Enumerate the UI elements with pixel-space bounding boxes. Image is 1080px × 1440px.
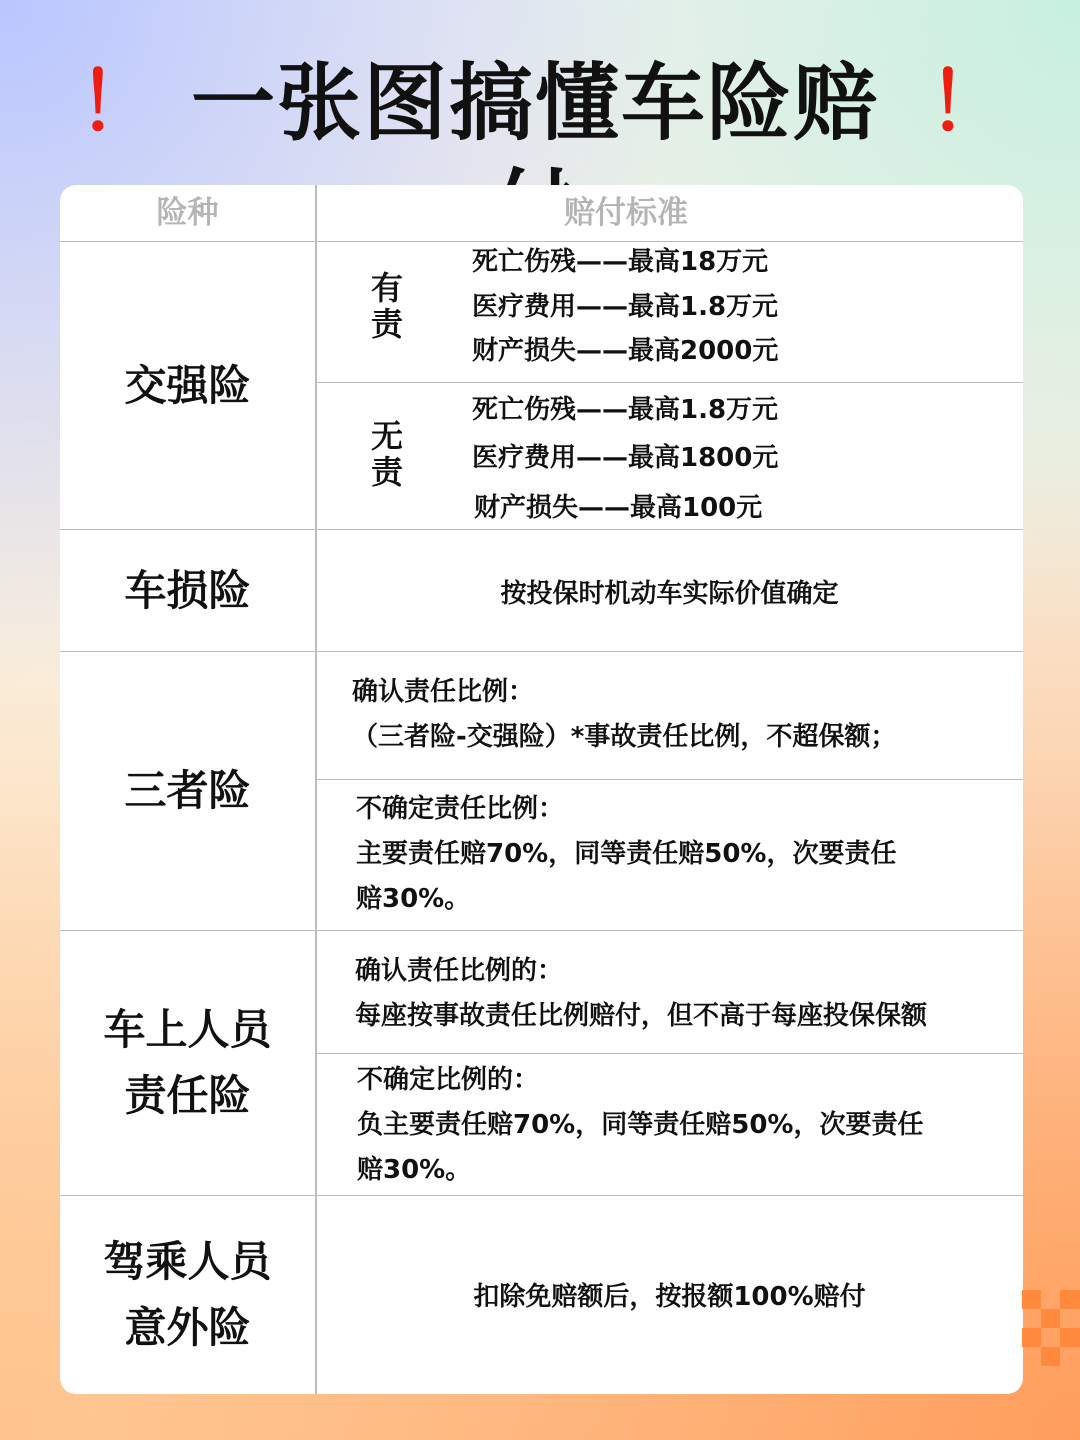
jqx-not-liable-line: 医疗费用——最高1800元 bbox=[472, 443, 779, 473]
csry-unconfirmed-line: 赔30%。 bbox=[357, 1155, 472, 1185]
row-label-csry bbox=[60, 931, 315, 1195]
not-liable-tag: 无 责 bbox=[370, 417, 403, 491]
csry-confirmed-line: 确认责任比例的： bbox=[355, 956, 564, 986]
row-divider bbox=[316, 1053, 1023, 1054]
insurance-table bbox=[60, 185, 1023, 1394]
szx-unconfirmed-line: 不确定责任比例： bbox=[356, 794, 565, 824]
jqx-not-liable-line: 死亡伤残——最高1.8万元 bbox=[472, 395, 779, 425]
insurance-name: 驾乘人员 bbox=[103, 1237, 272, 1286]
row-label-jcry bbox=[60, 1196, 315, 1394]
szx-unconfirmed-line: 主要责任赔70%，同等责任赔50%，次要责任 bbox=[356, 839, 897, 869]
row-divider bbox=[316, 382, 1023, 383]
checker-decoration bbox=[1022, 1290, 1080, 1366]
csry-unconfirmed-line: 不确定比例的： bbox=[357, 1065, 540, 1095]
jqx-liable-line: 死亡伤残——最高18万元 bbox=[472, 247, 769, 277]
csry-unconfirmed-line: 负主要责任赔70%，同等责任赔50%，次要责任 bbox=[357, 1110, 924, 1140]
insurance-name: 车上人员 bbox=[103, 1005, 272, 1054]
header-insurance-type: 险种 bbox=[156, 195, 219, 231]
exclamation-icon: ！ bbox=[928, 56, 1008, 149]
row-label-jqx bbox=[60, 242, 315, 529]
header-payout-standard: 赔付标准 bbox=[564, 195, 688, 231]
row-label-szx bbox=[60, 652, 315, 930]
exclamation-icon: ！ bbox=[78, 56, 158, 149]
insurance-name: 交强险 bbox=[124, 360, 251, 410]
jqx-liable-line: 医疗费用——最高1.8万元 bbox=[472, 292, 779, 322]
jqx-liable-line: 财产损失——最高2000元 bbox=[472, 336, 779, 366]
row-label-csx bbox=[60, 530, 315, 651]
csx-text: 按投保时机动车实际价值确定 bbox=[500, 579, 839, 609]
column-divider bbox=[315, 185, 317, 1394]
insurance-name: 意外险 bbox=[124, 1303, 251, 1352]
szx-unconfirmed-line: 赔30%。 bbox=[356, 884, 471, 914]
jcry-text: 扣除免赔额后，按报额100%赔付 bbox=[473, 1282, 866, 1312]
csry-confirmed-line: 每座按事故责任比例赔付，但不高于每座投保保额 bbox=[355, 1001, 928, 1031]
jqx-not-liable-line: 财产损失——最高100元 bbox=[474, 493, 763, 523]
title-row bbox=[0, 50, 1080, 160]
liable-tag: 有 责 bbox=[370, 269, 403, 343]
szx-confirmed-line: 确认责任比例： bbox=[352, 677, 535, 707]
row-divider bbox=[316, 779, 1023, 780]
insurance-name: 责任险 bbox=[124, 1071, 251, 1120]
insurance-name: 三者险 bbox=[124, 766, 251, 815]
szx-confirmed-line: （三者险-交强险）*事故责任比例，不超保额； bbox=[352, 722, 897, 752]
page-title: 一张图搞懂车险赔 bbox=[190, 54, 879, 152]
insurance-name: 车损险 bbox=[124, 565, 251, 615]
